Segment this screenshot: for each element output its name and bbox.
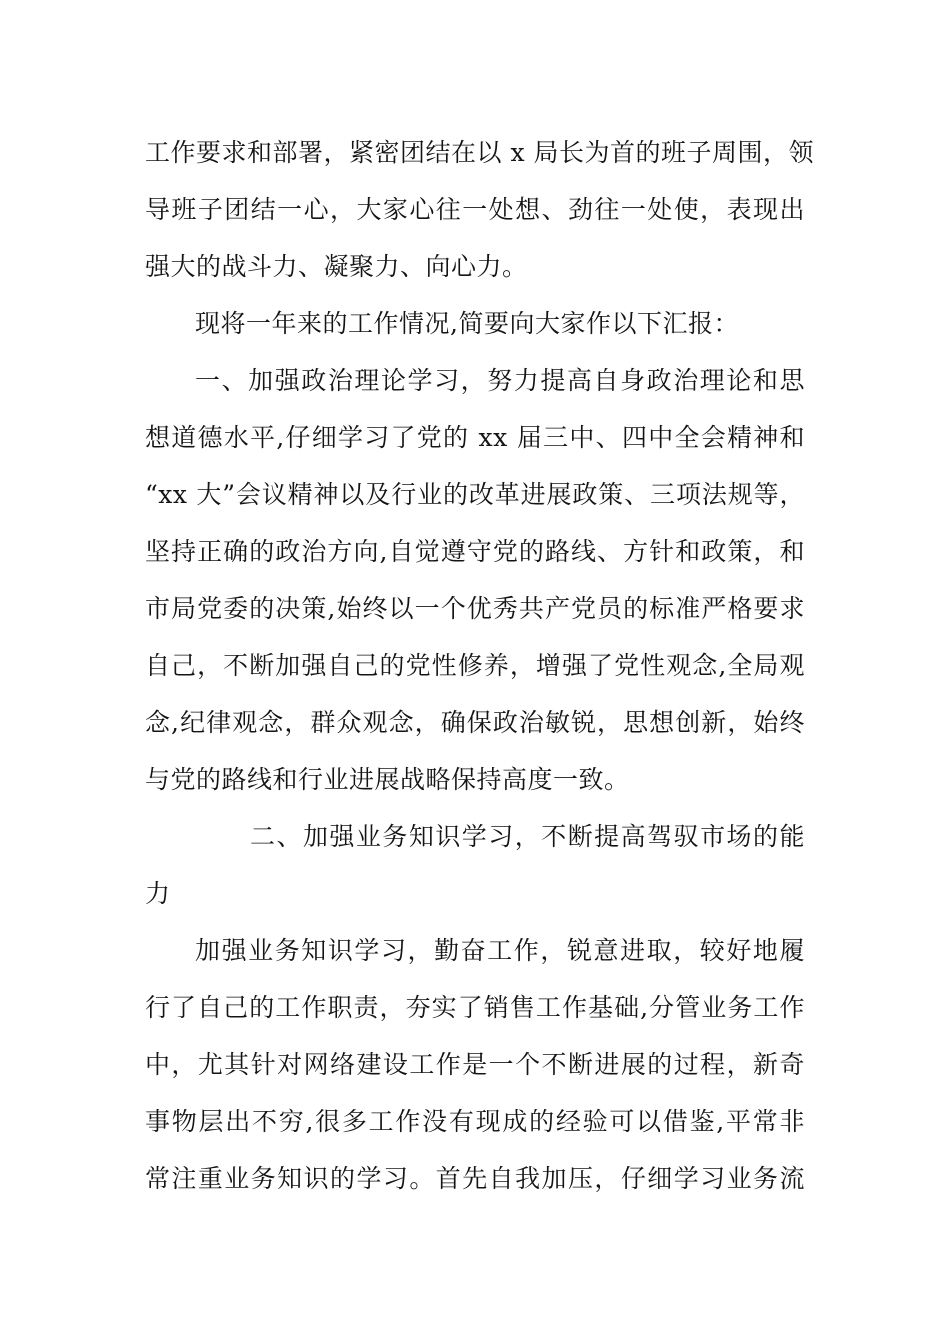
- body-text-line: 现将一年来的工作情况,简要向大家作以下汇报：: [195, 309, 739, 338]
- body-text-line: 与党的路线和行业进展战略保持高度一致。: [145, 765, 630, 794]
- body-text-line: 强大的战斗力、凝聚力、向心力。: [145, 252, 528, 281]
- body-text-line: 念,纪律观念，群众观念，确保政治敏锐，思想创新，始终: [145, 708, 805, 737]
- body-text-line: 想道德水平,仔细学习了党的 xx 届三中、四中全会精神和: [145, 423, 805, 452]
- body-text-line: 坚持正确的政治方向,自觉遵守党的路线、方针和政策，和: [145, 537, 805, 566]
- section-heading-line: 一、加强政治理论学习，努力提高自身政治理论和思: [195, 366, 805, 395]
- body-text-line: 市局党委的决策,始终以一个优秀共产党员的标准严格要求: [145, 594, 805, 623]
- body-text-line: 中，尤其针对网络建设工作是一个不断进展的过程，新奇: [145, 1050, 805, 1079]
- body-text-line: 事物层出不穷,很多工作没有现成的经验可以借鉴,平常非: [145, 1107, 805, 1136]
- section-heading-line: 力: [145, 879, 171, 908]
- body-text-line: 行了自己的工作职责，夯实了销售工作基础,分管业务工作: [145, 993, 805, 1022]
- section-heading-line: 二、加强业务知识学习，不断提高驾驭市场的能: [250, 822, 805, 851]
- body-text-line: 自己，不断加强自己的党性修养，增强了党性观念,全局观: [145, 651, 805, 680]
- body-text-line: 导班子团结一心，大家心往一处想、劲往一处使，表现出: [145, 195, 805, 224]
- body-text-line: 加强业务知识学习，勤奋工作，锐意进取，较好地履: [195, 936, 805, 965]
- body-text-line: 工作要求和部署，紧密团结在以 x 局长为首的班子周围，领: [145, 138, 814, 167]
- body-text-line: “xx 大”会议精神以及行业的改革进展政策、三项法规等，: [145, 480, 805, 509]
- body-text-line: 常注重业务知识的学习。首先自我加压，仔细学习业务流: [145, 1164, 805, 1193]
